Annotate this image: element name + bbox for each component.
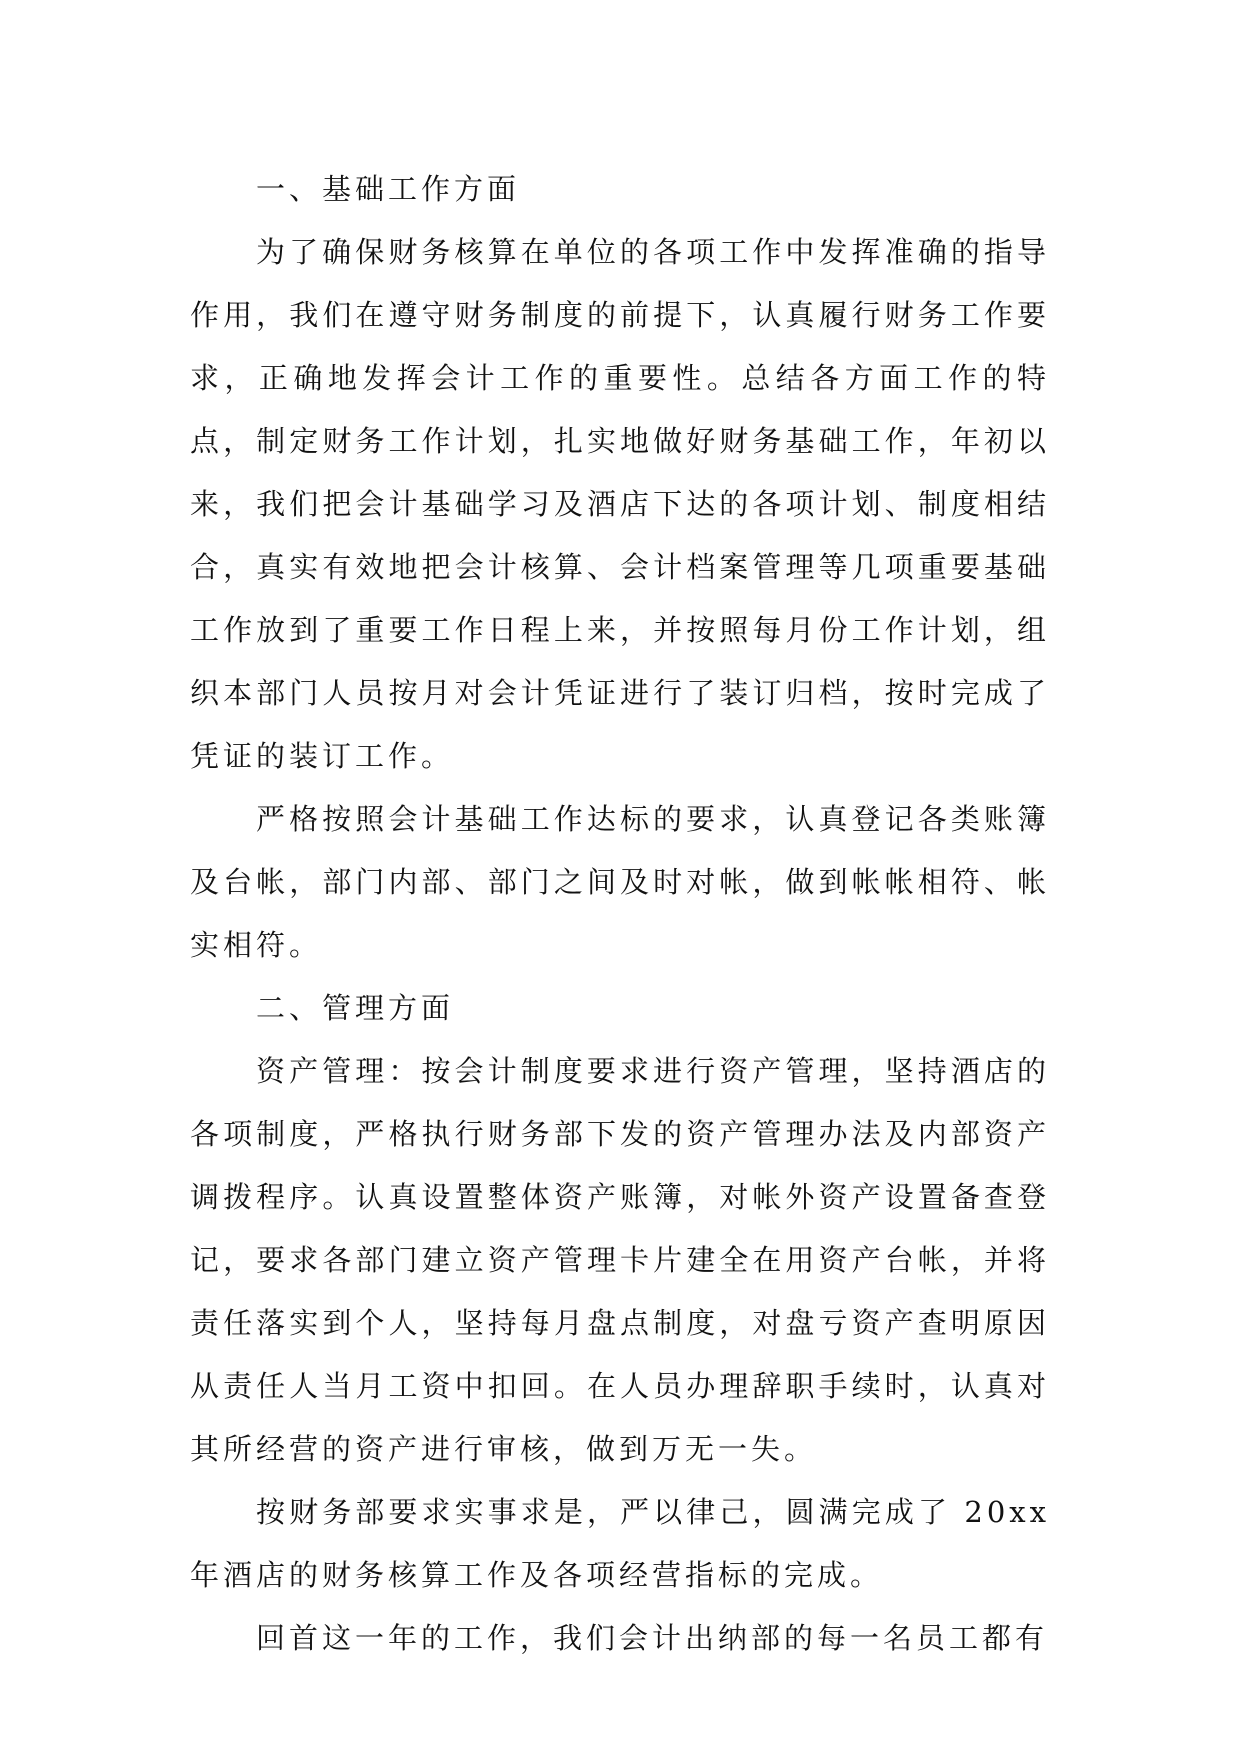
paragraph-annual-completion: 按财务部要求实事求是，严以律己，圆满完成了 20xx 年酒店的财务核算工作及各项经营指标的完成。 [190,1495,1050,1592]
paragraph-accounting-standards: 严格按照会计基础工作达标的要求，认真登记各类账簿及台帐，部门内部、部门之间及时对帐，做到帐帐相符、帐实相符。 [190,802,1050,962]
section-heading-basic-work: 一、基础工作方面 [256,172,521,206]
paragraph-year-review: 回首这一年的工作，我们会计出纳部的每一名员工都有 [256,1621,1049,1655]
section-heading-management: 二、管理方面 [256,991,455,1025]
paragraph-asset-management: 资产管理：按会计制度要求进行资产管理，坚持酒店的各项制度，严格执行财务部下发的资产管理办法及内部资产调拨程序。认真设置整体资产账簿，对帐外资产设置备查登记，要求各部门建立资产管理卡片建全在用资产台帐，并将责任落实到个人，坚持每月盘点制度，对盘亏资产查明原因从责任人当月工资中扣回。在人员办理辞职手续时，认真对其所经营的资产进行审核，做到万无一失。 [190,1054,1050,1466]
document-body [190,158,1050,1670]
paragraph-basic-work: 为了确保财务核算在单位的各项工作中发挥准确的指导作用，我们在遵守财务制度的前提下，认真履行财务工作要求，正确地发挥会计工作的重要性。总结各方面工作的特点，制定财务工作计划，扎实地做好财务基础工作，年初以来，我们把会计基础学习及酒店下达的各项计划、制度相结合，真实有效地把会计核算、会计档案管理等几项重要基础工作放到了重要工作日程上来，并按照每月份工作计划，组织本部门人员按月对会计凭证进行了装订归档，按时完成了凭证的装订工作。 [190,235,1050,773]
